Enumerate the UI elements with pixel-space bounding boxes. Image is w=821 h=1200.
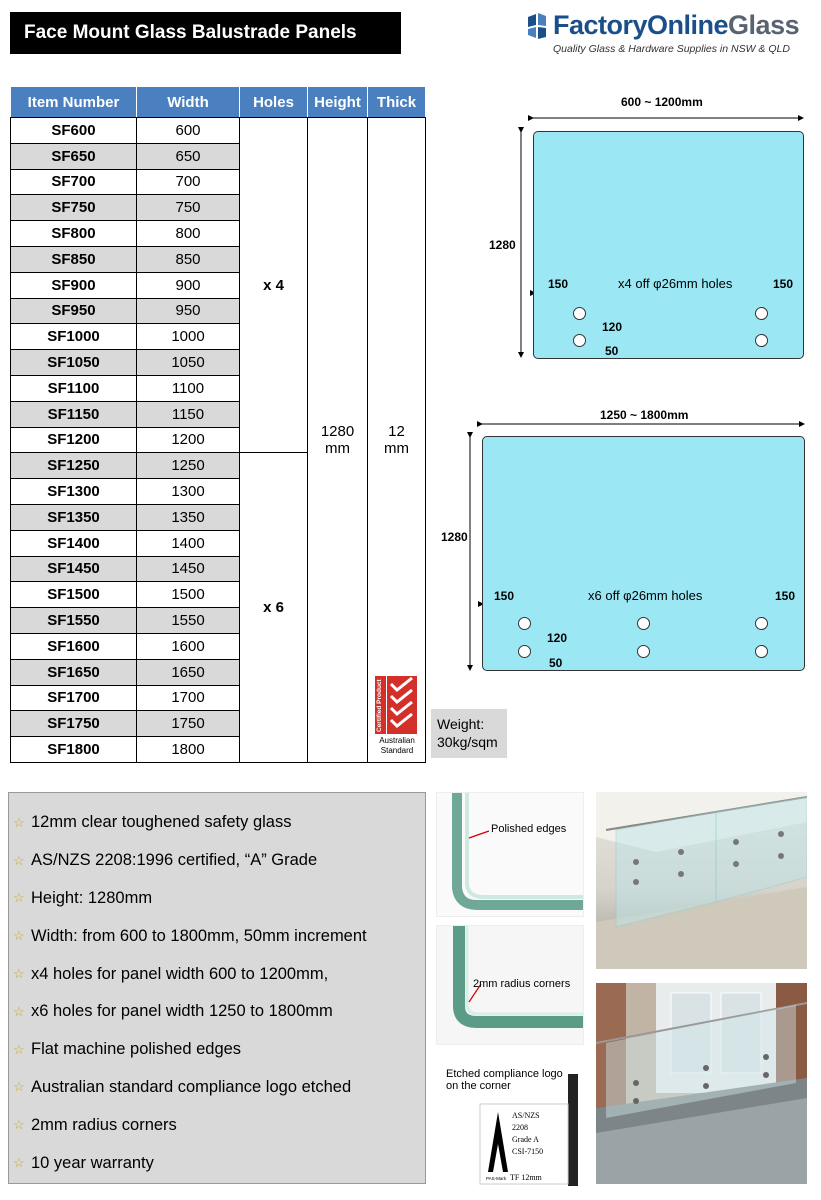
width-cell: 650 [137,143,240,169]
item-number-cell: SF650 [11,143,137,169]
cert-label-2: Standard [380,746,414,755]
star-icon: ☆ [13,1117,25,1133]
item-number-cell: SF600 [11,118,137,144]
title-text: Face Mount Glass Balustrade Panels [24,22,357,43]
width-cell: 700 [137,169,240,195]
feature-text: 12mm clear toughened safety glass [31,813,292,832]
polished-edge-illustration [437,793,584,917]
hole [518,617,531,630]
star-icon: ☆ [13,1041,25,1057]
item-number-cell: SF900 [11,272,137,298]
width-cell: 1200 [137,427,240,453]
width-cell: 1700 [137,685,240,711]
list-item [9,842,425,880]
col-thick: Thick [368,87,426,118]
diagram2-holes-label: x6 off φ26mm holes [588,588,703,603]
diagram1-height: 1280 [489,238,516,252]
height-value: 1280 [320,422,355,440]
star-icon: ☆ [13,928,25,944]
star-icon: ☆ [13,1155,25,1171]
list-item [9,993,425,1031]
thick-cell [368,118,426,763]
width-cell: 1450 [137,556,240,582]
col-width: Width [137,87,240,118]
star-icon: ☆ [13,814,25,830]
diagram1-left-offset: 150 [548,277,569,291]
width-cell: 1250 [137,453,240,479]
item-number-cell: SF700 [11,169,137,195]
weight-box [431,709,507,758]
list-item [9,1069,425,1107]
item-number-cell: SF1000 [11,324,137,350]
etch-line-2: 2208 [512,1123,528,1132]
feature-text: 2mm radius corners [31,1115,177,1134]
diagram2-spacing: 120 [547,631,568,645]
feature-text: x4 holes for panel width 600 to 1200mm, [31,964,329,983]
etch-line-5: TF 12mm [510,1173,542,1182]
width-cell: 1600 [137,633,240,659]
width-cell: 850 [137,246,240,272]
list-item [9,1144,425,1182]
hole [518,645,531,658]
hole [755,334,768,347]
width-cell: 1050 [137,350,240,376]
brand-logo[interactable] [526,10,816,60]
list-item [9,1031,425,1069]
item-number-cell: SF1250 [11,453,137,479]
item-number-cell: SF1700 [11,685,137,711]
etched-logo-photo [440,1064,586,1186]
balustrade-scene-1 [596,792,807,969]
item-number-cell: SF1100 [11,375,137,401]
weight-value: 30kg/sqm [437,734,498,750]
width-cell: 750 [137,195,240,221]
hole [637,617,650,630]
star-icon: ☆ [13,1079,25,1095]
star-icon: ☆ [13,852,25,868]
item-number-cell: SF1550 [11,608,137,634]
width-cell: 1550 [137,608,240,634]
etch-line-3: Grade A [512,1135,539,1144]
features-box [8,792,426,1184]
cert-label-1: Australian [379,736,415,745]
list-item [9,955,425,993]
list-item [9,804,425,842]
item-number-cell: SF1150 [11,401,137,427]
diagram2-height: 1280 [441,530,468,544]
item-number-cell: SF1800 [11,737,137,763]
width-cell: 1400 [137,530,240,556]
feature-text: Flat machine polished edges [31,1040,242,1059]
item-number-cell: SF1400 [11,530,137,556]
item-number-cell: SF1350 [11,504,137,530]
item-number-cell: SF850 [11,246,137,272]
item-number-cell: SF750 [11,195,137,221]
col-height: Height [308,87,368,118]
brand-tagline: Quality Glass & Hardware Supplies in NSW & QLD [553,43,790,55]
radius-corners-photo [436,925,584,1045]
width-cell: 1150 [137,401,240,427]
diagram1-holes-label: x4 off φ26mm holes [618,276,733,291]
spec-table [10,86,426,763]
polished-caption: Polished edges [491,823,567,835]
etch-small: PAS-Mark [486,1176,507,1181]
feature-text: AS/NZS 2208:1996 certified, “A” Grade [31,851,318,870]
width-cell: 800 [137,221,240,247]
diagram2-bottom: 50 [549,656,563,670]
list-item [9,917,425,955]
installation-photo-1 [596,792,807,969]
diagram1-bottom: 50 [605,344,619,358]
logo-icon [526,13,548,39]
hole [755,645,768,658]
item-number-cell: SF1600 [11,633,137,659]
hole [637,645,650,658]
polished-edges-photo [436,792,584,917]
badge-text: Certified Product [376,679,383,732]
col-item-number: Item Number [11,87,137,118]
feature-text: Australian standard compliance logo etched [31,1077,352,1096]
glass-panel-6-holes [482,436,805,671]
width-cell: 1750 [137,711,240,737]
height-cell [308,118,368,763]
hole [573,334,586,347]
diagram2-right-offset: 150 [775,589,796,603]
feature-text: 10 year warranty [31,1153,154,1172]
item-number-cell: SF1050 [11,350,137,376]
diagram2-width: 1250 ~ 1800mm [600,408,689,422]
diagram1-spacing: 120 [602,320,623,334]
installation-photo-2 [596,983,807,1184]
feature-text: Height: 1280mm [31,888,153,907]
etch-line-1: AS/NZS [512,1111,540,1120]
width-cell: 1000 [137,324,240,350]
glass-panel-4-holes [533,131,804,359]
diagram1-width: 600 ~ 1200mm [621,95,703,109]
width-cell: 900 [137,272,240,298]
width-cell: 600 [137,118,240,144]
radius-caption: 2mm radius corners [473,978,571,990]
item-number-cell: SF950 [11,298,137,324]
table-header-row [11,87,426,118]
star-icon: ☆ [13,966,25,982]
diagram1-right-offset: 150 [773,277,794,291]
features-list [9,793,425,1182]
height-unit: mm [325,439,350,457]
width-cell: 950 [137,298,240,324]
item-number-cell: SF1500 [11,582,137,608]
page-title [10,12,401,54]
list-item [9,880,425,918]
thick-unit: mm [384,439,409,457]
table-row [11,118,426,144]
hole [573,307,586,320]
width-cell: 1300 [137,479,240,505]
item-number-cell: SF1300 [11,479,137,505]
diagram2-left-offset: 150 [494,589,515,603]
item-number-cell: SF1750 [11,711,137,737]
width-cell: 1100 [137,375,240,401]
thick-value: 12 [388,422,405,440]
width-cell: 1650 [137,659,240,685]
item-number-cell: SF1650 [11,659,137,685]
etched-caption-1: Etched compliance logo [446,1068,563,1080]
width-cell: 1500 [137,582,240,608]
item-number-cell: SF1450 [11,556,137,582]
col-holes: Holes [240,87,308,118]
width-cell: 1350 [137,504,240,530]
etched-logo-illustration [440,1064,586,1186]
feature-text: Width: from 600 to 1800mm, 50mm increment [31,926,367,945]
balustrade-scene-2 [596,983,807,1184]
item-number-cell: SF1200 [11,427,137,453]
weight-label: Weight: [437,716,485,732]
etched-caption-2: on the corner [446,1080,511,1092]
etch-line-4: CSI-7150 [512,1147,544,1156]
width-cell: 1800 [137,737,240,763]
holes-cell-6: x 6 [240,453,308,763]
feature-text: x6 holes for panel width 1250 to 1800mm [31,1002,333,1021]
item-number-cell: SF800 [11,221,137,247]
brand-name: FactoryOnlineGlass [553,10,800,40]
star-icon: ☆ [13,1003,25,1019]
list-item [9,1106,425,1144]
certified-product-badge [374,672,422,756]
hole [755,617,768,630]
hole [755,307,768,320]
star-icon: ☆ [13,890,25,906]
holes-cell-4: x 4 [240,118,308,453]
